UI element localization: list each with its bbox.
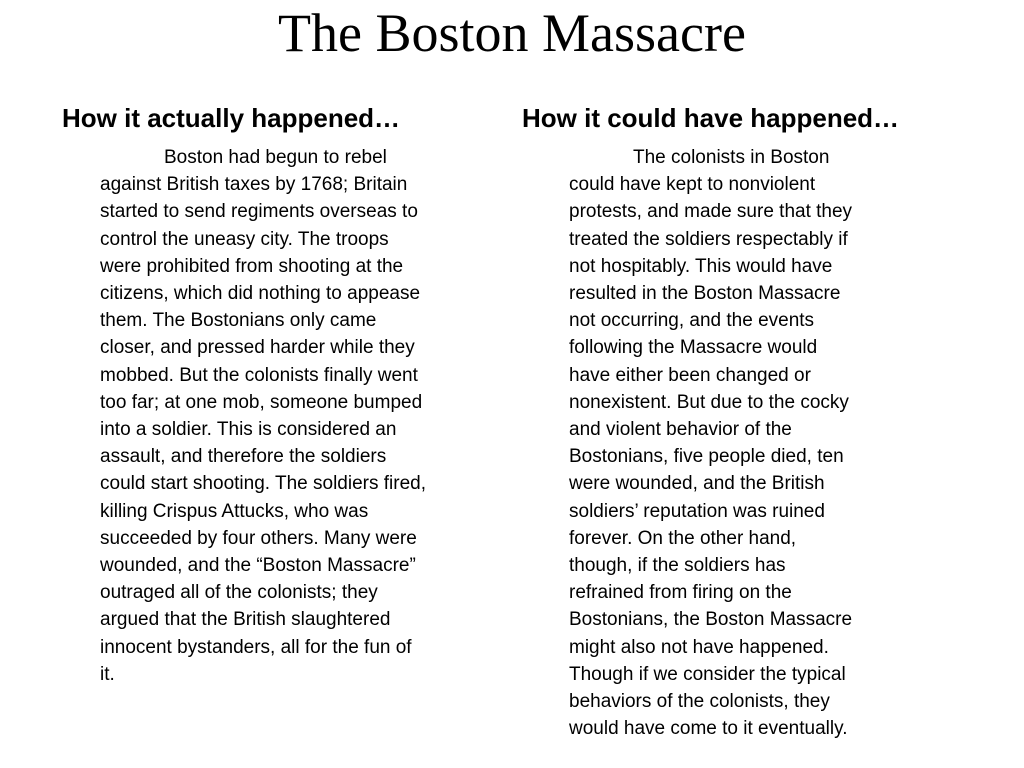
left-column-text [100,144,496,688]
paragraph-line: them. The Bostonians only came [100,310,377,332]
paragraph-line: too far; at one mob, someone bumped [100,391,423,413]
paragraph-line: would have come to it eventually. [569,718,848,740]
paragraph-line: were prohibited from shooting at the [100,255,404,277]
paragraph-line: killing Crispus Attucks, who was [100,500,369,522]
paragraph-line: Bostonians, the Boston Massacre [569,609,853,631]
paragraph-line: could start shooting. The soldiers fired, [100,473,426,495]
paragraph-line: were wounded, and the British [569,473,825,495]
paragraph-line: protests, and made sure that they [569,201,853,223]
paragraph-line: argued that the British slaughtered [100,609,391,631]
paragraph-line: it. [100,663,115,685]
paragraph-line: forever. On the other hand, [569,527,797,549]
paragraph-line: though, if the soldiers has [569,555,786,577]
paragraph-line: against British taxes by 1768; Britain [100,174,408,196]
paragraph-line: and violent behavior of the [569,419,792,441]
paragraph-line: Though if we consider the typical [569,663,846,685]
paragraph-line: refrained from firing on the [569,582,792,604]
paragraph-line: succeeded by four others. Many were [100,527,417,549]
paragraph-line: treated the soldiers respectably if [569,228,848,250]
paragraph-line: not hospitably. This would have [569,255,833,277]
paragraph-line: closer, and pressed harder while they [100,337,415,359]
paragraph-line: not occurring, and the events [569,310,815,332]
right-column-text [569,144,919,742]
paragraph-line: started to send regiments overseas to [100,201,418,223]
slide-title: The Boston Massacre [278,3,746,63]
paragraph-line: assault, and therefore the soldiers [100,446,387,468]
paragraph-line: might also not have happened. [569,636,829,658]
paragraph-line: mobbed. But the colonists finally went [100,364,418,386]
paragraph-line: Bostonians, five people died, ten [569,446,844,468]
paragraph-line: citizens, which did nothing to appease [100,283,421,305]
left-column-heading: How it actually happened… [62,103,401,133]
paragraph-line: have either been changed or [569,364,811,386]
paragraph-line: soldiers’ reputation was ruined [569,500,825,522]
paragraph-line: nonexistent. But due to the cocky [569,391,849,413]
paragraph-line: wounded, and the “Boston Massacre” [100,555,416,577]
paragraph-line: The colonists in Boston [633,147,830,168]
paragraph-line: resulted in the Boston Massacre [569,283,841,305]
paragraph-line: control the uneasy city. The troops [100,228,389,250]
paragraph-line: into a soldier. This is considered an [100,419,397,441]
paragraph-line: outraged all of the colonists; they [100,582,378,604]
right-column-heading: How it could have happened… [522,103,900,133]
paragraph-line: innocent bystanders, all for the fun of [100,636,412,658]
paragraph-line: Boston had begun to rebel [164,147,387,168]
paragraph-line: following the Massacre would [569,337,818,359]
paragraph-line: behaviors of the colonists, they [569,691,830,713]
paragraph-line: could have kept to nonviolent [569,174,816,196]
